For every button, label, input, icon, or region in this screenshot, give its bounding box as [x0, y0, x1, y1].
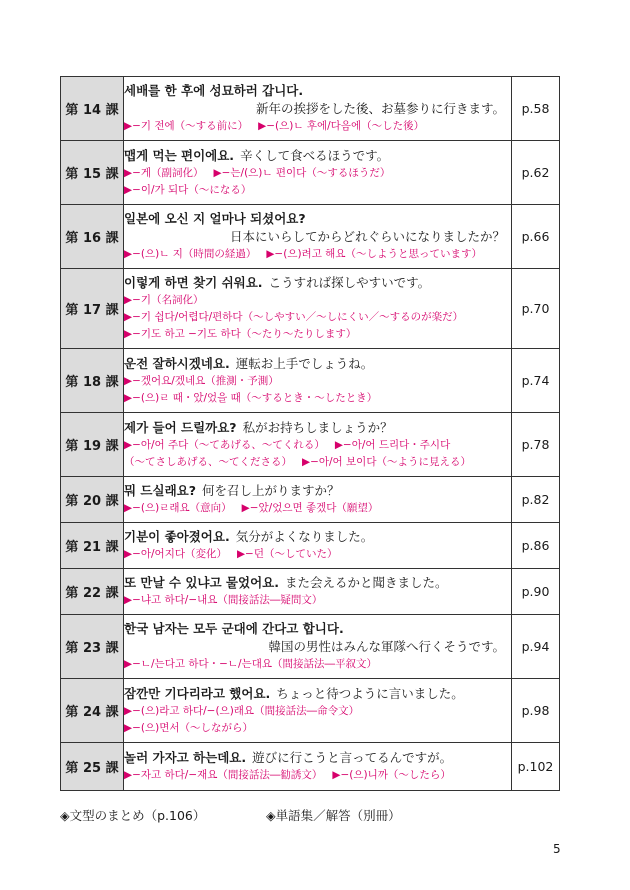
lesson-number: 第 23 課	[61, 615, 124, 679]
grammar-item: ▶−아/어 주다（〜てあげる、〜てくれる）	[124, 438, 325, 451]
korean-title: 이렇게 하면 찾기 쉬워요.	[124, 275, 263, 290]
japanese-translation: ちょっと待つように言いました。	[276, 685, 464, 701]
lesson-number: 第 16 課	[61, 205, 124, 269]
grammar-points	[124, 118, 511, 135]
lesson-number: 第 14 課	[61, 77, 124, 141]
lesson-content	[124, 523, 512, 569]
lesson-row	[61, 523, 560, 569]
lesson-content	[124, 77, 512, 141]
grammar-item: ▶−는/(으)ㄴ 편이다（〜するほうだ）	[213, 166, 391, 179]
glossary-note: ◈単語集／解答（別冊）	[266, 808, 401, 823]
page-number: 5	[553, 842, 561, 856]
korean-title: 세배를 한 후에 성묘하러 갑니다.	[124, 83, 304, 98]
japanese-translation: 私がお持ちしましょうか？	[242, 419, 393, 435]
grammar-item: ▶−기 쉽다/어렵다/편하다（〜しやすい／〜しにくい／〜するのが楽だ）	[124, 311, 464, 323]
lesson-row	[61, 477, 560, 523]
page-ref: p.94	[512, 615, 560, 679]
page-ref: p.78	[512, 413, 560, 477]
grammar-item: ▶−아/어 드리다・주시다	[334, 438, 451, 451]
page-ref: p.62	[512, 141, 560, 205]
japanese-translation: 新年の挨拶をした後、お墓参りに行きます。	[255, 101, 505, 116]
lesson-row	[61, 679, 560, 743]
lesson-row	[61, 205, 560, 269]
grammar-item: ▶−ㄴ/는다고 하다・−ㄴ/는대요（間接話法―平叙文）	[124, 658, 378, 670]
page-ref: p.66	[512, 205, 560, 269]
grammar-item: ▶−(으)니까（〜したら）	[332, 769, 451, 781]
grammar-points	[124, 165, 511, 182]
lesson-row	[61, 569, 560, 615]
lesson-row	[61, 269, 560, 349]
summary-link: ◈文型のまとめ（p.106）	[60, 808, 206, 823]
grammar-item: ▶−(으)ㄹ래요（意向）	[124, 502, 232, 514]
grammar-points	[124, 182, 511, 199]
korean-title: 제가 들어 드릴까요?	[124, 419, 237, 435]
grammar-item: ▶−기도 하고 −기도 하다（〜たり〜たりします）	[124, 328, 357, 340]
grammar-item: ▶−아/어 보이다（〜ように見える）	[302, 455, 471, 468]
grammar-item: ▶−(으)ㄹ 때・았/었을 때（〜するとき・〜したとき）	[124, 391, 378, 404]
grammar-item: ▶−게（副詞化）	[124, 166, 204, 179]
lesson-content	[124, 349, 512, 413]
grammar-item: ▶−았/었으면 좋겠다（願望）	[241, 502, 379, 514]
korean-title: 운전 잘하시겠네요.	[124, 355, 230, 371]
lesson-row	[61, 413, 560, 477]
grammar-points	[124, 546, 511, 563]
korean-title: 뭐 드실래요?	[124, 483, 196, 498]
lesson-number: 第 17 課	[61, 269, 124, 349]
grammar-points	[124, 500, 511, 517]
page-ref: p.58	[512, 77, 560, 141]
grammar-points	[124, 437, 511, 454]
korean-title: 일본에 오신 지 얼마나 되셨어요?	[124, 211, 306, 226]
grammar-item: ▶−(으)ㄴ 지（時間の経過）	[124, 248, 257, 260]
lesson-number: 第 24 課	[61, 679, 124, 743]
grammar-item: ▶−아/어지다（変化）	[124, 548, 227, 560]
grammar-item: （〜てさしあげる、〜てくださる）	[124, 455, 292, 468]
japanese-translation: 何を召し上がりますか？	[201, 483, 340, 498]
page-ref: p.90	[512, 569, 560, 615]
grammar-points	[124, 767, 511, 784]
grammar-item: ▶−(으)라고 하다/−(으)래요（間接話法―命令文）	[124, 704, 360, 717]
lesson-row	[61, 349, 560, 413]
page-ref: p.86	[512, 523, 560, 569]
grammar-item: ▶−이/가 되다（〜になる）	[124, 183, 252, 196]
japanese-translation: こうすれば探しやすいです。	[268, 275, 431, 290]
japanese-translation: 運転お上手でしょうね。	[235, 355, 374, 371]
lesson-number: 第 19 課	[61, 413, 124, 477]
lesson-number: 第 25 課	[61, 743, 124, 791]
lesson-content	[124, 743, 512, 791]
grammar-points	[124, 246, 511, 263]
grammar-item: ▶−기（名詞化）	[124, 294, 204, 306]
lesson-content	[124, 477, 512, 523]
grammar-points	[124, 454, 511, 471]
korean-title: 맵게 먹는 편이에요.	[124, 147, 235, 163]
page-ref: p.70	[512, 269, 560, 349]
page-ref: p.82	[512, 477, 560, 523]
japanese-translation: 韓国の男性はみんな軍隊へ行くそうです。	[268, 639, 505, 654]
page-ref: p.98	[512, 679, 560, 743]
lesson-content	[124, 679, 512, 743]
japanese-translation: 辛くして食べるほうです。	[240, 147, 390, 163]
lesson-content	[124, 141, 512, 205]
korean-title: 한국 남자는 모두 군대에 간다고 합니다.	[124, 621, 344, 636]
grammar-item: ▶−기 전에（〜する前に）	[124, 120, 249, 132]
lesson-content	[124, 205, 512, 269]
korean-title: 기분이 좋아졌어요.	[124, 529, 230, 544]
lesson-row	[61, 141, 560, 205]
korean-title: 또 만날 수 있냐고 물었어요.	[124, 575, 279, 590]
lesson-row	[61, 615, 560, 679]
japanese-translation: また会えるかと聞きました。	[284, 575, 448, 590]
korean-title: 잠깐만 기다리라고 했어요.	[124, 685, 271, 701]
lesson-row	[61, 77, 560, 141]
japanese-translation: 遊びに行こうと言ってるんですが。	[252, 750, 453, 765]
japanese-translation: 気分がよくなりました。	[235, 529, 374, 544]
grammar-item: ▶−자고 하다/−재요（間接話法―勧誘文）	[124, 769, 323, 781]
lesson-content	[124, 413, 512, 477]
lesson-number: 第 22 課	[61, 569, 124, 615]
lesson-content	[124, 615, 512, 679]
grammar-item: ▶−(으)려고 해요（〜しようと思っています）	[266, 248, 482, 260]
lesson-content	[124, 569, 512, 615]
grammar-item: ▶−겠어요/겠네요（推測・予測）	[124, 374, 279, 387]
lesson-number: 第 15 課	[61, 141, 124, 205]
lesson-row	[61, 743, 560, 791]
contents-table	[60, 76, 560, 791]
grammar-item: ▶−(으)면서（〜しながら）	[124, 721, 253, 734]
japanese-translation: 日本にいらしてからどれぐらいになりましたか？	[229, 229, 505, 244]
korean-title: 놀러 가자고 하는데요.	[124, 750, 247, 765]
lesson-number: 第 18 課	[61, 349, 124, 413]
lesson-content	[124, 269, 512, 349]
page-ref: p.74	[512, 349, 560, 413]
page-ref: p.102	[512, 743, 560, 791]
grammar-item: ▶−냐고 하다/−내요（間接話法―疑問文）	[124, 594, 323, 606]
grammar-item: ▶−(으)ㄴ 후에/다음에（〜した後）	[258, 120, 425, 132]
grammar-item: ▶−던（〜していた）	[236, 548, 338, 560]
lesson-number: 第 20 課	[61, 477, 124, 523]
lesson-number: 第 21 課	[61, 523, 124, 569]
